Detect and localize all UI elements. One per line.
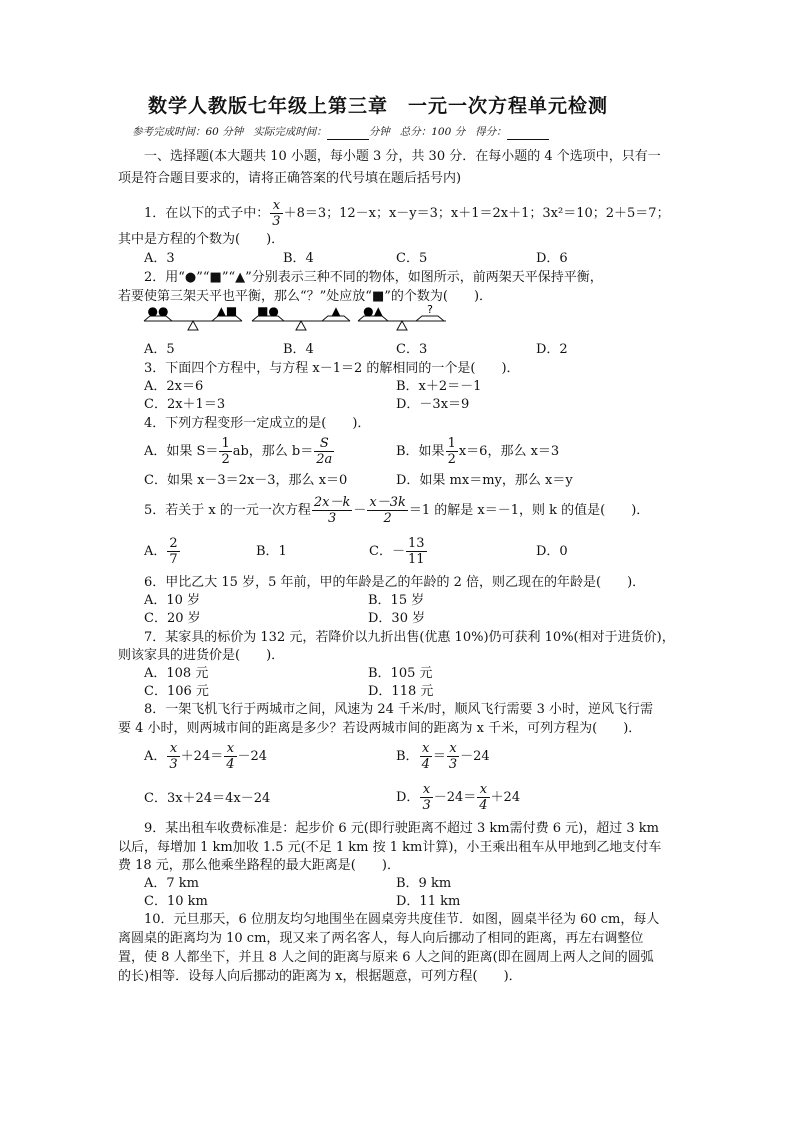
q9-option-b: B．9 km [396,876,452,891]
q2-option-c: C．3 [396,342,428,357]
q8-option-c: C．3x＋24＝4x－24 [144,791,271,806]
q5-option-a: A． $\frac{2}{7}$ [144,536,178,567]
q1-expression: ＋8＝3；12－x；x－y＝3；x＋1＝2x＋1；3x²＝10；2＋5＝7； [283,206,670,221]
q2-option-d: D．2 [536,342,568,357]
scale-1-right-objects: ▲■ [216,304,238,318]
q9-option-d: D．11 km [396,894,461,909]
q2-option-b: B．4 [283,342,314,357]
q5-fraction-2: $\frac{x-3k}{2}$ [369,495,406,526]
scale-1-left-objects: ●● [147,304,169,318]
q8-b-fraction-2: $\frac{x}{3}$ [448,741,458,772]
meta-line [132,124,549,140]
q7-option-a: A．108 元 [144,666,209,681]
q8-a-fraction-2: $\frac{x}{4}$ [226,741,235,772]
balance-scale-1 [144,304,242,330]
reference-time: 参考完成时间：60 分钟 [132,126,244,138]
q10-line1: 10．元旦那天，6 位朋友均匀地围坐在圆桌旁共度佳节．如图，圆桌半径为 60 cm，每人 [144,912,660,927]
balance-scale-3 [358,303,446,330]
page-title: 数学人教版七年级上第三章 一元一次方程单元检测 [148,95,609,117]
q1-fraction: $\frac{x}{3}$ [272,198,281,229]
actual-time-blank [327,128,369,140]
scale-3-question-mark: ? [427,303,433,316]
q6-stem: 6．甲比乙大 15 岁，5 年前，甲的年龄是乙的年龄的 2 倍，则乙现在的年龄是( )． [144,575,646,590]
q1-option-b: B．4 [283,251,314,266]
q4-option-a: A．如果 S＝ $\frac{1}{2}$ ab，那么 b＝ $\frac{S}{2a}$ [144,436,333,467]
q3-stem: 3．下面四个方程中，与方程 x－1＝2 的解相同的一个是( )． [144,361,520,376]
q5-a-fraction: $\frac{2}{7}$ [169,536,178,567]
q1-option-a: A．3 [144,251,175,266]
q4-stem: 4．下列方程变形一定成立的是( )． [144,416,371,431]
score-blank [507,128,549,140]
section-instructions-line2: 项是符合题目要求的，请将正确答案的代号填在题后括号内) [118,171,462,186]
q8-d-fraction-1: $\frac{x}{3}$ [422,782,431,813]
q10-line4: 的长)相等．设每人向后挪动的距离为 x，根据题意，可列方程( )． [118,969,522,984]
q5-c-fraction: $\frac{13}{11}$ [407,536,425,567]
minute-unit: 分钟 [368,126,390,138]
q4-option-c: C．如果 x－3＝2x－3，那么 x＝0 [144,473,348,488]
scale-2-left-objects: ■● [257,304,279,318]
q1-prefix: 1．在以下的式子中： [144,206,270,221]
q4-a-fraction-2: $\frac{S}{2a}$ [316,436,333,467]
q1-line2: 其中是方程的个数为( )． [118,232,285,247]
q3-option-b: B．x＋2＝－1 [396,379,482,394]
section-instructions-line1: 一、选择题(本大题共 10 小题，每小题 3 分，共 30 分．在每小题的 4 个选项中，只有一 [144,149,661,164]
q4-option-b: B．如果 $\frac{1}{2}$ x＝6，那么 x＝3 [396,436,560,467]
q9-option-a: A．7 km [144,876,199,891]
balance-scales-figure [140,303,450,339]
q9-line2: 以后，每增加 1 km加收 1.5 元(不足 1 km 按 1 km计算)，小王乘出租车从甲地到乙地支付车 [118,840,662,855]
q4-b-fraction: $\frac{1}{2}$ [447,436,456,467]
q3-option-d: D．－3x＝9 [396,397,470,412]
q4-a-fraction-1: $\frac{1}{2}$ [221,436,230,467]
q4-option-d: D．如果 mx＝my，那么 x＝y [396,473,573,488]
q6-option-b: B．15 岁 [368,593,425,608]
q8-option-d: D． $\frac{x}{3}$ －24＝ $\frac{x}{4}$ ＋24 [396,782,521,813]
q6-option-d: D．30 岁 [368,611,426,626]
q1-stem [144,197,670,231]
scale-3-left-objects: ●▲ [363,304,383,318]
q10-line3: 置，使 8 人都坐下，并且 8 人之间的距离与原来 6 人之间的距离(即在圆周上两人之间的圆弧 [118,950,654,965]
q9-line1: 9．某出租车收费标准是：起步价 6 元(即行驶距离不超过 3 km需付费 6 元)，超过 3 km [144,821,659,836]
q5-stem: 5．若关于 x 的一元一次方程 $\frac{2x-k}{3}$ － $\frac{x-3k}{2}$ ＝1 的解是 x＝－1，则 k 的值是( )． [144,495,650,526]
scale-2-right-objects: ▲ [331,304,341,318]
q6-option-c: C．20 岁 [144,611,201,626]
q7-line2: 则该家具的进货价是( )． [118,648,285,663]
score-label: 得分： [475,126,507,138]
q9-line3: 费 18 元，那么他乘坐路程的最大距离是( )． [118,858,400,873]
q8-option-a: A． $\frac{x}{3}$ ＋24＝ $\frac{x}{4}$ －24 [144,741,268,772]
q3-option-c: C．2x＋1＝3 [144,397,226,412]
q5-option-b: B．1 [256,544,287,559]
actual-time-label: 实际完成时间： [253,126,327,138]
q3-option-a: A．2x＝6 [144,379,204,394]
q7-line1: 7．某家具的标价为 132 元，若降价以九折出售(优惠 10%)仍可获利 10%(相对于进货价)， [144,630,675,645]
total-score: 总分：100 分 [399,126,466,138]
q5-fraction-1: $\frac{2x-k}{3}$ [313,495,351,526]
q8-option-b: B． $\frac{x}{4}$ ＝ $\frac{x}{3}$ －24 [396,741,490,772]
q1-option-d: D．6 [536,251,568,266]
q1-option-c: C．5 [396,251,428,266]
q2-line2: 若要使第三架天平也平衡，那么“？”处应放“■”的个数为( )． [118,289,493,304]
q7-option-d: D．118 元 [368,684,434,699]
q9-option-c: C．10 km [144,894,208,909]
q10-line2: 离圆桌的距离均为 10 cm，现又来了两名客人，每人向后挪动了相同的距离，再左右调整位 [118,931,644,946]
q5-option-d: D．0 [536,544,568,559]
q2-line1: 2．用“●”“■”“▲”分别表示三种不同的物体，如图所示，前两架天平保持平衡， [144,270,603,285]
q7-option-b: B．105 元 [368,666,433,681]
q7-option-c: C．106 元 [144,684,209,699]
q8-line2: 要 4 小时，则两城市间的距离是多少？若设两城市间的距离为 x 千米，可列方程为( )． [118,721,642,736]
q8-b-fraction-1: $\frac{x}{4}$ [421,741,430,772]
q2-option-a: A．5 [144,342,175,357]
q8-a-fraction-1: $\frac{x}{3}$ [169,741,178,772]
balance-scale-2 [252,304,350,330]
q8-line1: 8．一架飞机飞行于两城市之间，风速为 24 千米/时，顺风飞行需要 3 小时，逆风飞行需 [144,702,653,717]
q8-d-fraction-2: $\frac{x}{4}$ [479,782,488,813]
q6-option-a: A．10 岁 [144,593,201,608]
q5-option-c: C．－ $\frac{13}{11}$ [369,536,425,567]
